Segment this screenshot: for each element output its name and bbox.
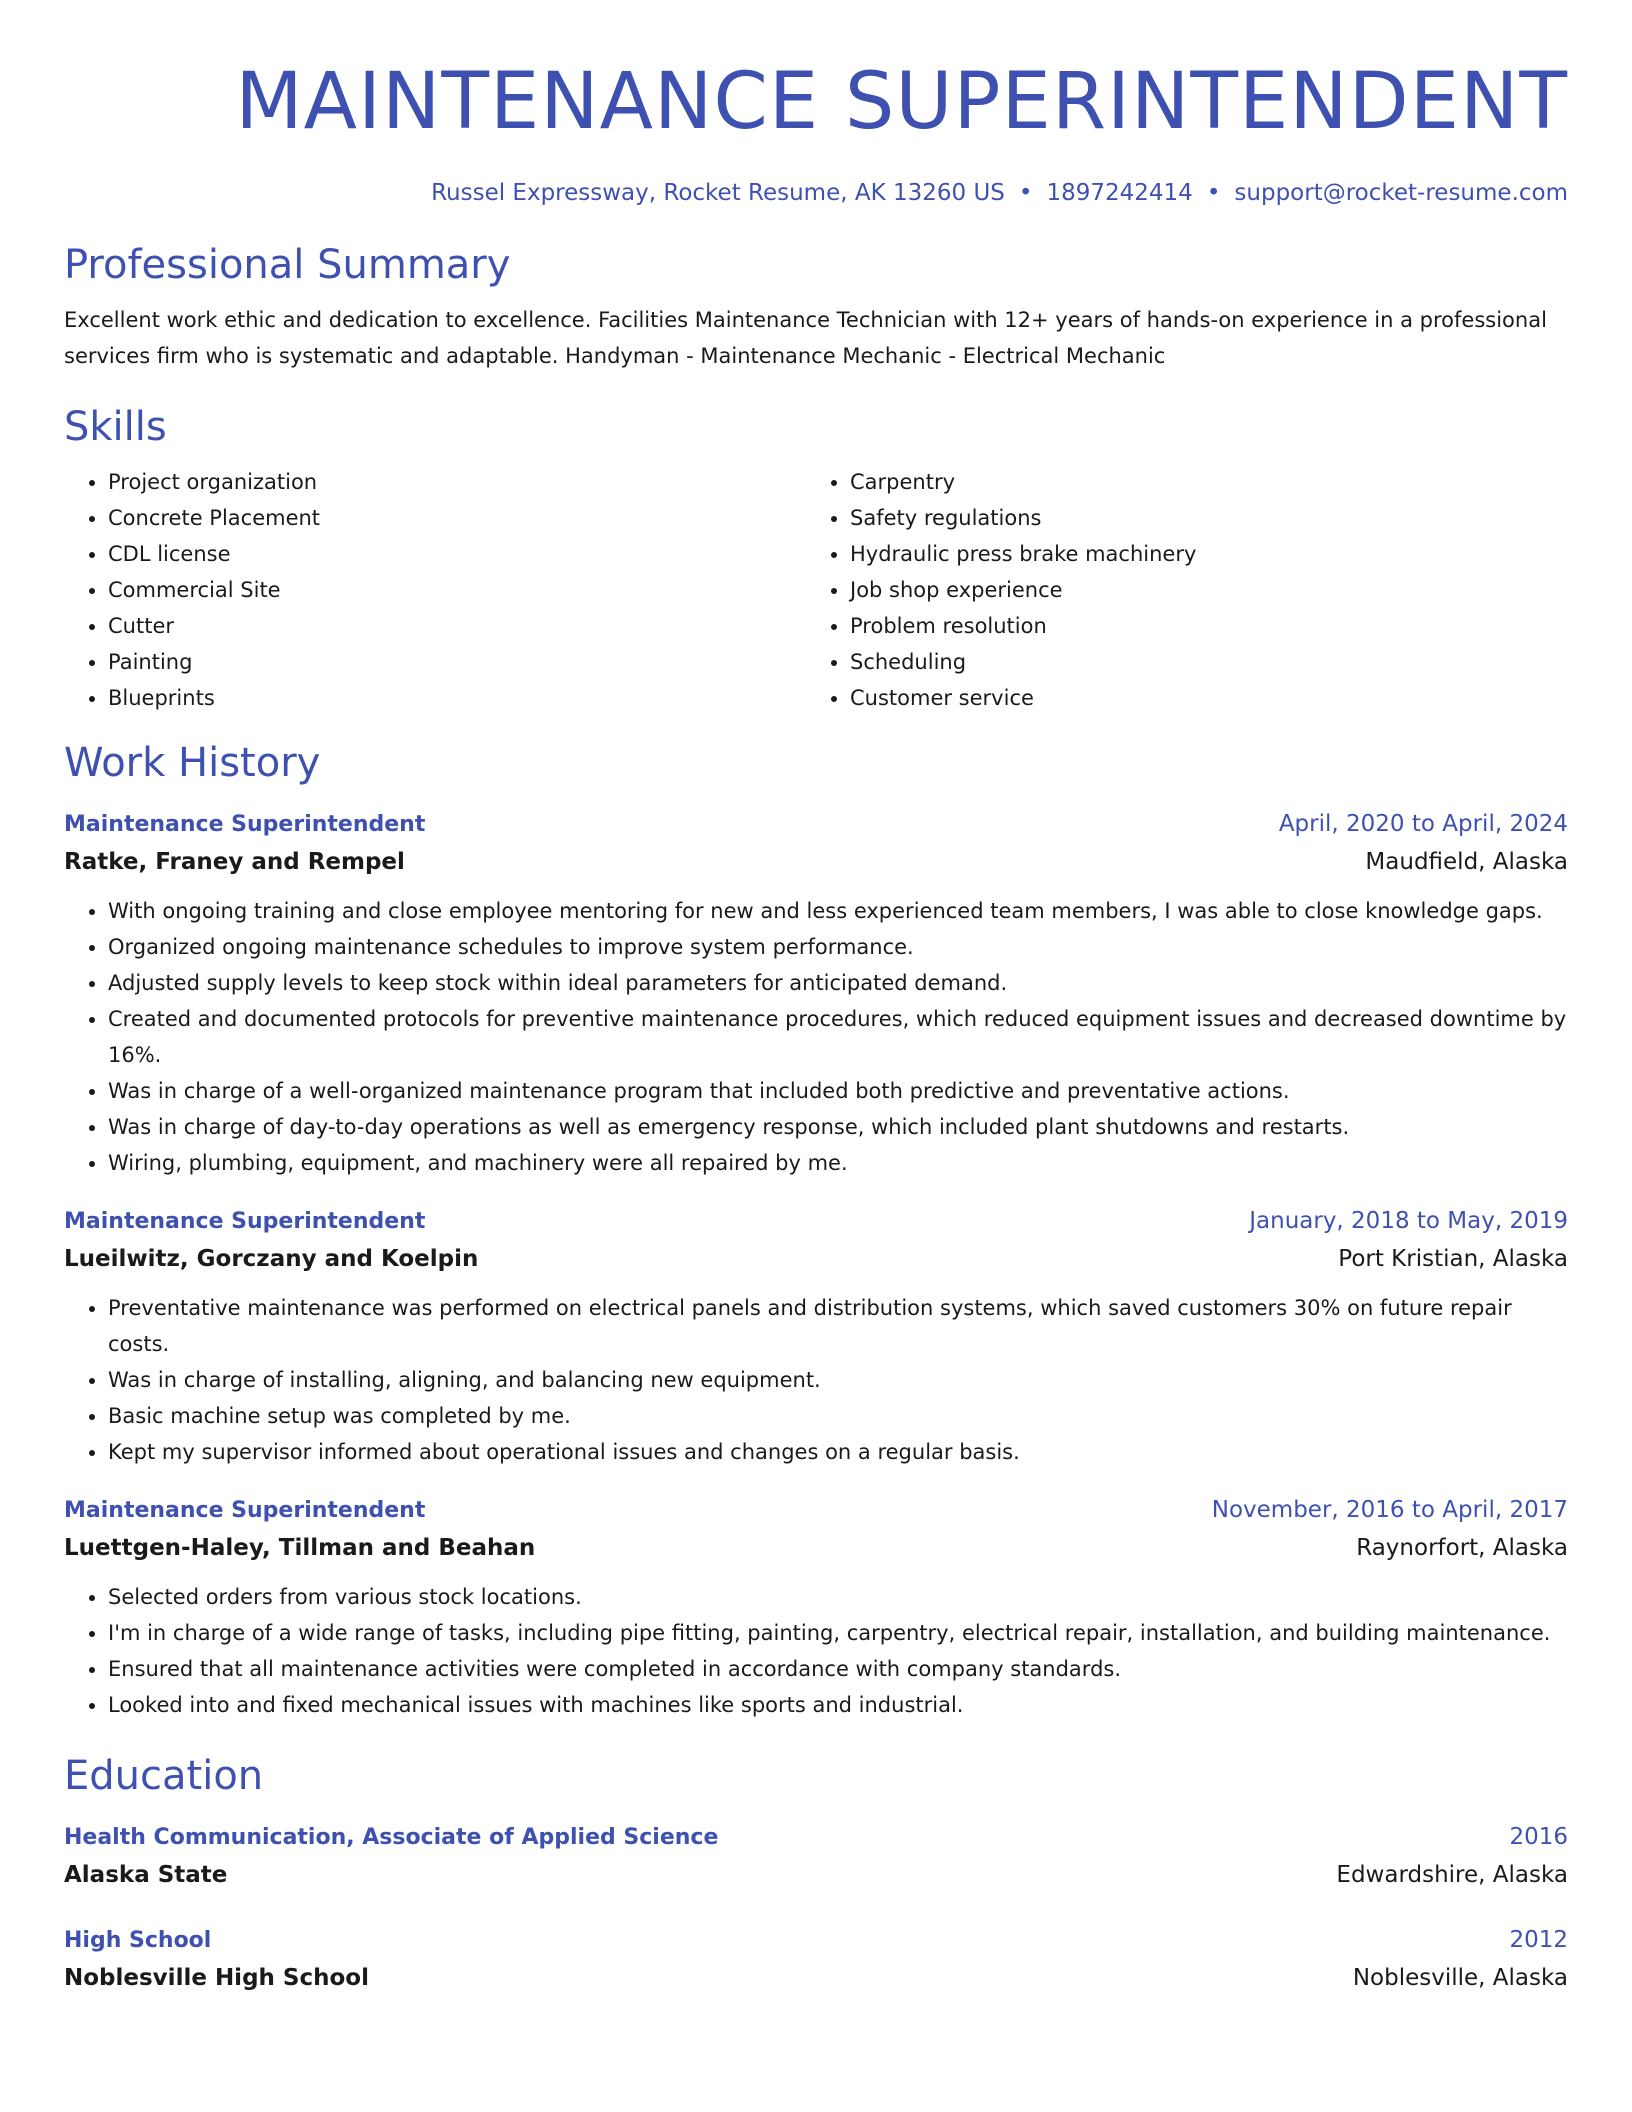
job-header-row <box>64 806 1568 843</box>
skill-item: • Customer service <box>850 680 1548 716</box>
job-company-row <box>64 1240 1568 1278</box>
job-company: Ratke, Franey and Rempel <box>64 849 405 875</box>
skill-item: • Concrete Placement <box>108 500 806 536</box>
section-title-education: Education <box>64 1753 264 1799</box>
work-history-section <box>64 738 1568 1723</box>
job-bullet: • Organized ongoing maintenance schedules to improve system performance. <box>108 929 1568 965</box>
contact-phone: 1897242414 <box>1046 180 1193 206</box>
job-bullets <box>64 893 1568 1181</box>
section-title-summary: Professional Summary <box>64 242 511 288</box>
job-company: Lueilwitz, Gorczany and Koelpin <box>64 1246 479 1272</box>
skill-item: • Problem resolution <box>850 608 1548 644</box>
education-year: 2016 <box>1509 1824 1568 1850</box>
education-school: Noblesville High School <box>64 1965 369 1991</box>
contact-address: Russel Expressway, Rocket Resume, AK 13260 US <box>431 180 1005 206</box>
job-bullet: • Adjusted supply levels to keep stock within ideal parameters for anticipated demand. <box>108 965 1568 1001</box>
education-degree: Health Communication, Associate of Applied Science <box>64 1825 719 1850</box>
education-entry <box>64 1922 1568 1997</box>
education-degree: High School <box>64 1928 212 1953</box>
job-dates: November, 2016 to April, 2017 <box>1211 1497 1568 1523</box>
job-location: Port Kristian, Alaska <box>1338 1246 1568 1272</box>
job-title: Maintenance Superintendent <box>64 1498 426 1523</box>
job-bullet: • With ongoing training and close employee mentoring for new and less experienced team members, I was able to close knowledge gaps. <box>108 893 1568 929</box>
contact-separator: • <box>1206 180 1221 206</box>
education-location: Edwardshire, Alaska <box>1336 1862 1568 1888</box>
education-header-row <box>64 1819 1568 1856</box>
job-bullets <box>64 1579 1568 1723</box>
job-entry <box>64 1203 1568 1470</box>
job-entry <box>64 806 1568 1181</box>
skills-column-right <box>806 464 1548 716</box>
job-bullet: • I'm in charge of a wide range of tasks, including pipe fitting, painting, carpentry, electrical repair, installation, and building maintenance. <box>108 1615 1568 1651</box>
job-bullet: • Ensured that all maintenance activities were completed in accordance with company standards. <box>108 1651 1568 1687</box>
job-header-row <box>64 1492 1568 1529</box>
skill-item: • Carpentry <box>850 464 1548 500</box>
job-title: Maintenance Superintendent <box>64 812 426 837</box>
job-bullets <box>64 1290 1568 1470</box>
job-company-row <box>64 1529 1568 1567</box>
skill-item: • Blueprints <box>108 680 806 716</box>
job-bullet: • Was in charge of installing, aligning, and balancing new equipment. <box>108 1362 1568 1398</box>
skill-item: • Project organization <box>108 464 806 500</box>
job-company: Luettgen-Haley, Tillman and Beahan <box>64 1535 536 1561</box>
job-bullet: • Kept my supervisor informed about operational issues and changes on a regular basis. <box>108 1434 1568 1470</box>
summary-section <box>64 240 1568 374</box>
job-dates: April, 2020 to April, 2024 <box>1278 811 1568 837</box>
skill-item: • Cutter <box>108 608 806 644</box>
resume-header <box>64 52 1568 208</box>
contact-line <box>64 178 1568 208</box>
skill-item: • Hydraulic press brake machinery <box>850 536 1548 572</box>
job-location: Maudfield, Alaska <box>1365 849 1568 875</box>
job-bullet: • Selected orders from various stock locations. <box>108 1579 1568 1615</box>
education-school-row <box>64 1959 1568 1997</box>
job-entry <box>64 1492 1568 1723</box>
education-entry <box>64 1819 1568 1894</box>
skill-item: • Safety regulations <box>850 500 1548 536</box>
job-bullet: • Was in charge of day-to-day operations as well as emergency response, which included plant shutdowns and restarts. <box>108 1109 1568 1145</box>
contact-separator: • <box>1018 180 1033 206</box>
job-bullet: • Basic machine setup was completed by me. <box>108 1398 1568 1434</box>
job-dates: January, 2018 to May, 2019 <box>1249 1208 1568 1234</box>
job-bullet: • Preventative maintenance was performed on electrical panels and distribution systems, which saved customers 30% on future repair costs. <box>108 1290 1568 1362</box>
education-header-row <box>64 1922 1568 1959</box>
job-title: Maintenance Superintendent <box>64 1209 426 1234</box>
skills-column-left <box>64 464 806 716</box>
summary-text: Excellent work ethic and dedication to excellence. Facilities Maintenance Technician with 12+ years of hands-on experience in a professional services firm who is systematic and adaptable. Handyman - Maintenance Mechanic - Electrical Mechanic <box>64 308 1547 368</box>
education-school: Alaska State <box>64 1862 228 1888</box>
education-school-row <box>64 1856 1568 1894</box>
section-title-work-history: Work History <box>64 740 321 786</box>
skill-item: • Painting <box>108 644 806 680</box>
skill-item: • CDL license <box>108 536 806 572</box>
skill-item: • Job shop experience <box>850 572 1548 608</box>
job-header-row <box>64 1203 1568 1240</box>
job-bullet: • Created and documented protocols for preventive maintenance procedures, which reduced equipment issues and decreased downtime by 16%. <box>108 1001 1568 1073</box>
section-title-skills: Skills <box>64 404 167 450</box>
skill-item: • Scheduling <box>850 644 1548 680</box>
skills-grid <box>64 464 1568 716</box>
job-bullet: • Was in charge of a well-organized maintenance program that included both predictive and preventative actions. <box>108 1073 1568 1109</box>
job-location: Raynorfort, Alaska <box>1356 1535 1568 1561</box>
job-bullet: • Looked into and fixed mechanical issues with machines like sports and industrial. <box>108 1687 1568 1723</box>
candidate-title: MAINTENANCE SUPERINTENDENT <box>235 57 1568 147</box>
education-location: Noblesville, Alaska <box>1352 1965 1568 1991</box>
job-company-row <box>64 843 1568 881</box>
contact-email: support@rocket-resume.com <box>1234 180 1568 206</box>
job-bullet: • Wiring, plumbing, equipment, and machinery were all repaired by me. <box>108 1145 1568 1181</box>
skill-item: • Commercial Site <box>108 572 806 608</box>
education-section <box>64 1751 1568 1997</box>
education-year: 2012 <box>1509 1927 1568 1953</box>
skills-section <box>64 402 1568 716</box>
